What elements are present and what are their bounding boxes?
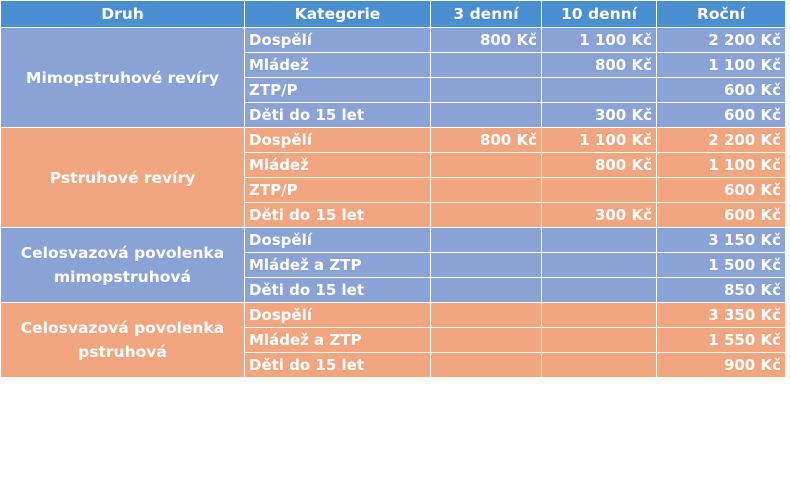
price-10-denni-cell: 1 100 Kč xyxy=(542,28,657,53)
price-rocni-cell: 600 Kč xyxy=(657,78,786,103)
header-3-denni: 3 denní xyxy=(431,1,542,28)
kategorie-cell: Mládež a ZTP xyxy=(245,253,431,278)
druh-cell: Mimopstruhové revíry xyxy=(1,28,245,128)
price-rocni-cell: 1 100 Kč xyxy=(657,153,786,178)
kategorie-cell: ZTP/P xyxy=(245,178,431,203)
price-rocni-cell: 1 500 Kč xyxy=(657,253,786,278)
price-rocni-cell: 3 150 Kč xyxy=(657,228,786,253)
kategorie-cell: Mládež xyxy=(245,53,431,78)
kategorie-cell: Děti do 15 let xyxy=(245,203,431,228)
druh-cell: Celosvazová povolenka mimopstruhová xyxy=(1,228,245,303)
price-10-denni-cell xyxy=(542,328,657,353)
price-10-denni-cell: 1 100 Kč xyxy=(542,128,657,153)
header-rocni: Roční xyxy=(657,1,786,28)
price-3-denni-cell xyxy=(431,103,542,128)
price-10-denni-cell xyxy=(542,78,657,103)
kategorie-cell: Dospělí xyxy=(245,28,431,53)
price-rocni-cell: 850 Kč xyxy=(657,278,786,303)
kategorie-cell: Dospělí xyxy=(245,128,431,153)
price-3-denni-cell xyxy=(431,78,542,103)
price-rocni-cell: 600 Kč xyxy=(657,203,786,228)
price-3-denni-cell xyxy=(431,153,542,178)
price-10-denni-cell: 300 Kč xyxy=(542,103,657,128)
price-rocni-cell: 600 Kč xyxy=(657,178,786,203)
price-3-denni-cell xyxy=(431,178,542,203)
price-10-denni-cell xyxy=(542,278,657,303)
price-rocni-cell: 3 350 Kč xyxy=(657,303,786,328)
price-10-denni-cell xyxy=(542,303,657,328)
price-3-denni-cell xyxy=(431,278,542,303)
price-rocni-cell: 1 550 Kč xyxy=(657,328,786,353)
kategorie-cell: Dospělí xyxy=(245,303,431,328)
price-10-denni-cell xyxy=(542,228,657,253)
kategorie-cell: Děti do 15 let xyxy=(245,103,431,128)
price-3-denni-cell xyxy=(431,228,542,253)
price-3-denni-cell xyxy=(431,303,542,328)
table-row xyxy=(1,28,786,53)
table-row xyxy=(1,228,786,253)
table-row xyxy=(1,303,786,328)
price-10-denni-cell: 800 Kč xyxy=(542,153,657,178)
kategorie-cell: Mládež a ZTP xyxy=(245,328,431,353)
header-row xyxy=(1,1,786,28)
kategorie-cell: Dospělí xyxy=(245,228,431,253)
price-3-denni-cell xyxy=(431,53,542,78)
price-10-denni-cell xyxy=(542,253,657,278)
price-10-denni-cell xyxy=(542,178,657,203)
price-3-denni-cell: 800 Kč xyxy=(431,28,542,53)
price-3-denni-cell xyxy=(431,253,542,278)
header-druh: Druh xyxy=(1,1,245,28)
price-3-denni-cell xyxy=(431,203,542,228)
kategorie-cell: Děti do 15 let xyxy=(245,278,431,303)
druh-cell: Pstruhové revíry xyxy=(1,128,245,228)
price-10-denni-cell xyxy=(542,353,657,378)
header-10-denni: 10 denní xyxy=(542,1,657,28)
price-rocni-cell: 2 200 Kč xyxy=(657,28,786,53)
price-3-denni-cell xyxy=(431,353,542,378)
kategorie-cell: Mládež xyxy=(245,153,431,178)
price-10-denni-cell: 800 Kč xyxy=(542,53,657,78)
price-rocni-cell: 900 Kč xyxy=(657,353,786,378)
druh-cell: Celosvazová povolenka pstruhová xyxy=(1,303,245,378)
price-rocni-cell: 1 100 Kč xyxy=(657,53,786,78)
price-rocni-cell: 600 Kč xyxy=(657,103,786,128)
price-rocni-cell: 2 200 Kč xyxy=(657,128,786,153)
header-kategorie: Kategorie xyxy=(245,1,431,28)
price-10-denni-cell: 300 Kč xyxy=(542,203,657,228)
table-row xyxy=(1,128,786,153)
kategorie-cell: ZTP/P xyxy=(245,78,431,103)
price-3-denni-cell: 800 Kč xyxy=(431,128,542,153)
price-3-denni-cell xyxy=(431,328,542,353)
kategorie-cell: Děti do 15 let xyxy=(245,353,431,378)
